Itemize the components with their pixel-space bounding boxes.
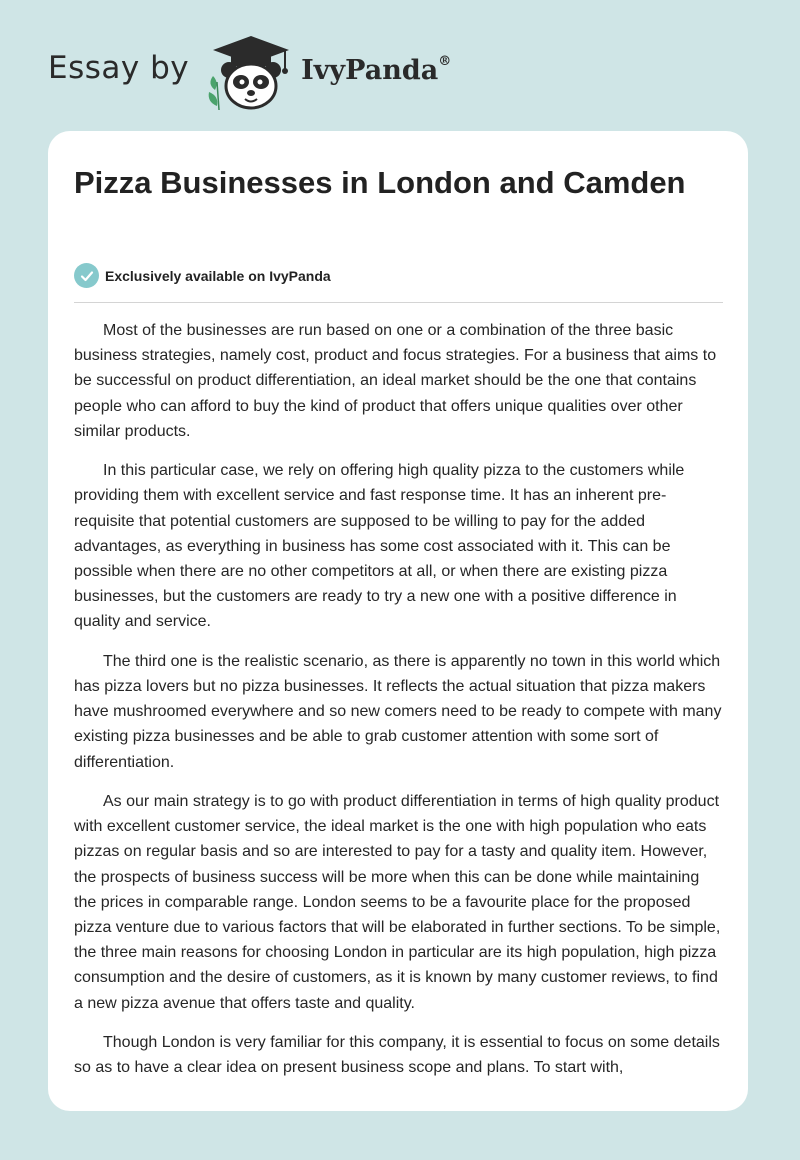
paragraph-2: In this particular case, we rely on offering high quality pizza to the customers while providing them with excellent service and fast response time. It has an inherent pre-requisite that potential customers are supposed to be willing to pay for the added advantages, as everything in business has some cost associated with it. This can be possible when there are no other competitors at all, or when there are existing pizza businesses, but the customers are ready to try a new one with a positive difference in quality and service. bbox=[74, 462, 685, 631]
checkmark-icon bbox=[74, 263, 99, 288]
panda-graduate-logo-icon[interactable] bbox=[205, 34, 297, 114]
paragraph-3: The third one is the realistic scenario, as there is apparently no town in this world which has pizza lovers but no pizza businesses. It reflects the actual situation that pizza makers have mushroomed everywhere and so new comers need to be ready to compete with many existing pizza businesses and be able to grab customer attention with some sort of differentiation. bbox=[74, 652, 722, 771]
brand-name: IvyPanda® bbox=[301, 53, 452, 86]
essay-by-label: Essay by bbox=[48, 50, 190, 86]
exclusive-badge bbox=[74, 263, 331, 288]
site-header bbox=[48, 34, 451, 114]
registered-mark: ® bbox=[438, 53, 452, 69]
divider bbox=[74, 302, 723, 303]
essay-card bbox=[48, 131, 748, 1111]
exclusive-badge-label: Exclusively available on IvyPanda bbox=[105, 267, 331, 284]
essay-body bbox=[74, 318, 724, 1095]
paragraph-5: Though London is very familiar for this company, it is essential to focus on some details so as to have a clear idea on present business scope and plans. To start with, bbox=[74, 1034, 720, 1077]
paragraph-1: Most of the businesses are run based on one or a combination of the three basic business strategies, namely cost, product and focus strategies. For a business that aims to be successful on product differentiation, an ideal market should be the one that contains people who can afford to buy the kind of product that offers unique qualities over other similar products. bbox=[74, 322, 717, 440]
paragraph-4: As our main strategy is to go with product differentiation in terms of high quality product with excellent customer service, the ideal market is the one with high population who eats pizzas on regular basis and so are interested to pay for a tasty and quality item. However, the prospects of business success will be more when this can be done while maintaining the prices in comparable range. London seems to be a favourite place for the proposed pizza venture due to various factors that will be elaborated in further sections. To be simple, the three main reasons for choosing London in particular are its high population, high pizza consumption and the desire of customers, as it is known by many customer reviews, to find a new pizza avenue that offers taste and quality. bbox=[74, 793, 721, 1012]
page-title: Pizza Businesses in London and Camden bbox=[74, 165, 686, 200]
